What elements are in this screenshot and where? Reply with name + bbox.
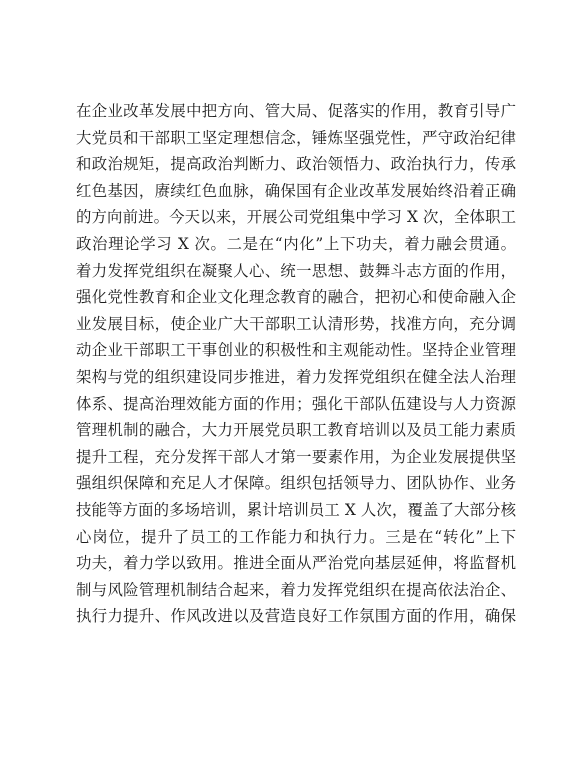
text-line-17: 心岗位，提升了员工的工作能力和执行力。三是在“转化”上下 xyxy=(76,527,516,546)
text-line-16: 技能等方面的多场培训，累计培训员工 X 人次，覆盖了大部分核 xyxy=(76,500,516,519)
text-line-2: 大党员和干部职工坚定理想信念，锤炼坚强党性，严守政治纪律 xyxy=(76,128,516,147)
text-line-10: 动企业干部职工干事创业的积极性和主观能动性。坚持企业管理 xyxy=(76,341,516,360)
text-line-15: 强组织保障和充足人才保障。组织包括领导力、团队协作、业务 xyxy=(76,474,516,493)
text-line-19: 制与风险管理机制结合起来，着力发挥党组织在提高依法治企、 xyxy=(76,580,516,599)
text-line-9: 业发展目标，使企业广大干部职工认清形势，找准方向，充分调 xyxy=(76,314,516,333)
text-line-14: 提升工程，充分发挥干部人才第一要素作用，为企业发展提供坚 xyxy=(76,447,516,466)
text-line-5: 的方向前进。今天以来，开展公司党组集中学习 X 次，全体职工 xyxy=(76,208,516,227)
text-line-13: 管理机制的融合，大力开展党员职工教育培训以及员工能力素质 xyxy=(76,421,516,440)
text-line-3: 和政治规矩，提高政治判断力、政治领悟力、政治执行力，传承 xyxy=(76,155,516,174)
text-line-11: 架构与党的组织建设同步推进，着力发挥党组织在健全法人治理 xyxy=(76,367,516,386)
text-line-8: 强化党性教育和企业文化理念教育的融合，把初心和使命融入企 xyxy=(76,288,516,307)
text-line-12: 体系、提高治理效能方面的作用；强化干部队伍建设与人力资源 xyxy=(76,394,516,413)
text-line-6: 政治理论学习 X 次。二是在“内化”上下功夫，着力融会贯通。 xyxy=(76,234,516,253)
body-paragraph xyxy=(76,98,516,630)
text-line-1: 在企业改革发展中把方向、管大局、促落实的作用，教育引导广 xyxy=(76,102,516,120)
text-line-4: 红色基因，赓续红色血脉，确保国有企业改革发展始终沿着正确 xyxy=(76,181,516,200)
text-line-18: 功夫，着力学以致用。推进全面从严治党向基层延伸，将监督机 xyxy=(76,554,516,573)
text-line-20: 执行力提升、作风改进以及营造良好工作氛围方面的作用，确保 xyxy=(76,607,516,626)
text-line-7: 着力发挥党组织在凝聚人心、统一思想、鼓舞斗志方面的作用， xyxy=(76,261,516,280)
